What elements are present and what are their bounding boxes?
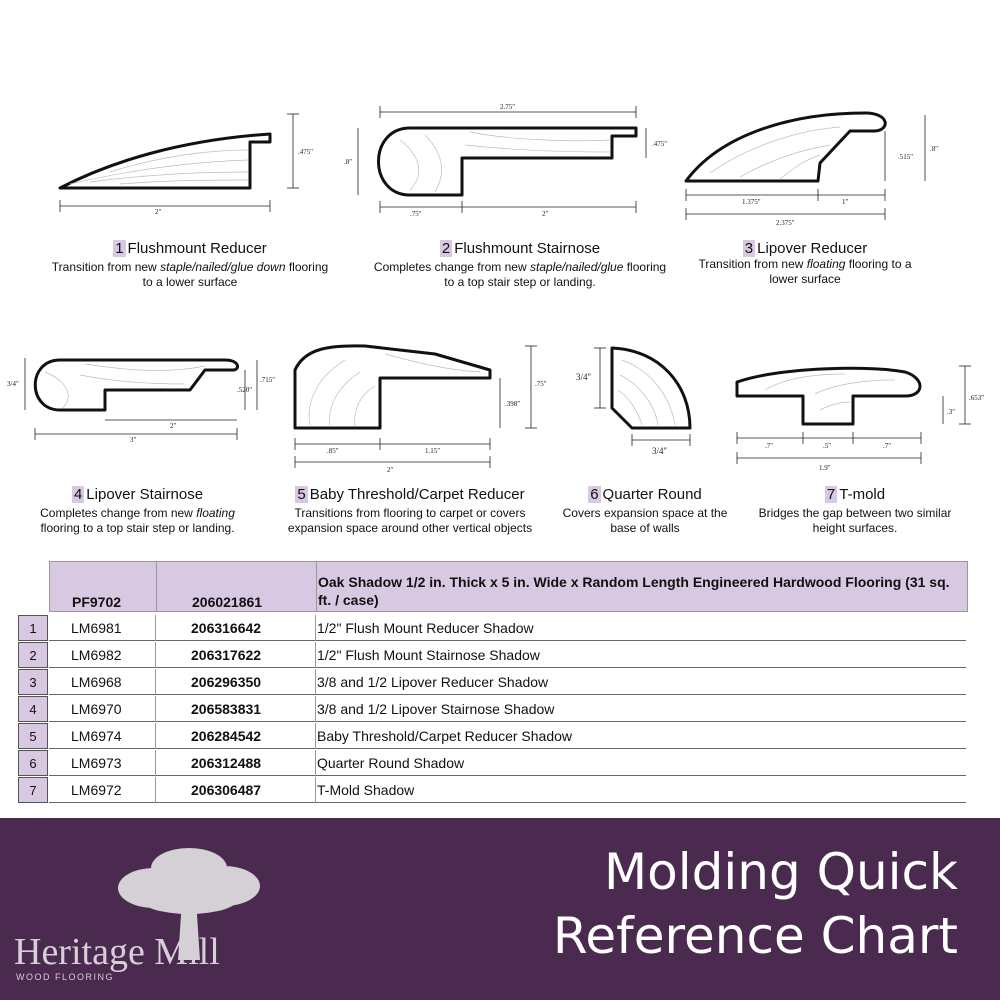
caption-2 bbox=[370, 240, 670, 290]
title-line-2: Reference Chart bbox=[552, 907, 958, 965]
header-description: Oak Shadow 1/2 in. Thick x 5 in. Wide x Random Length Engineered Hardwood Flooring (31 sq. ft. / case) bbox=[318, 574, 950, 608]
chart-title bbox=[553, 840, 958, 968]
footer-banner bbox=[0, 818, 1000, 1000]
row-sku: LM6973 bbox=[71, 755, 122, 771]
column-divider bbox=[315, 723, 316, 749]
row-number: 5 bbox=[18, 723, 48, 749]
row-description: 3/8 and 1/2 Lipover Reducer Shadow bbox=[317, 674, 549, 690]
row-body bbox=[49, 696, 966, 722]
desc-text: Bridges the gap between two similar height surfaces. bbox=[758, 506, 952, 535]
row-description: Quarter Round Shadow bbox=[317, 755, 465, 771]
caption-7 bbox=[755, 486, 955, 536]
row-body bbox=[49, 777, 966, 803]
row-sku: LM6981 bbox=[71, 620, 122, 636]
desc-text-end: flooring to a top stair step or landing. bbox=[40, 521, 235, 535]
row-description: T-Mold Shadow bbox=[317, 782, 415, 798]
table-row bbox=[18, 777, 968, 803]
column-divider bbox=[315, 696, 316, 722]
column-divider bbox=[315, 777, 316, 803]
desc-italic: floating bbox=[806, 257, 846, 271]
row-number: 2 bbox=[18, 642, 48, 668]
row-description: 1/2" Flush Mount Reducer Shadow bbox=[317, 620, 534, 636]
dim-w: 3/4″ bbox=[652, 446, 668, 456]
row-number: 4 bbox=[18, 696, 48, 722]
brand-name: Heritage Mill bbox=[14, 931, 220, 973]
desc-text-end: flooring to a lower surface bbox=[142, 260, 329, 289]
desc-italic: staple/nailed/glue down bbox=[160, 260, 286, 274]
row-description: 1/2" Flush Mount Stairnose Shadow bbox=[317, 647, 540, 663]
quarter-round-drawing bbox=[570, 340, 710, 465]
dim-height: .8″ bbox=[344, 158, 353, 166]
row-internet-number: 206583831 bbox=[191, 701, 262, 717]
dim-b: .5″ bbox=[823, 442, 832, 450]
profile-number: 6 bbox=[590, 486, 599, 503]
table-row bbox=[18, 696, 968, 722]
desc-text: Transition from new bbox=[51, 260, 161, 274]
dim-inner: 2″ bbox=[170, 422, 177, 430]
dim-width: 2″ bbox=[155, 208, 162, 216]
dim-h: .653″ bbox=[969, 394, 985, 402]
profile-name: Flushmount Stairnose bbox=[454, 240, 601, 257]
column-divider bbox=[316, 562, 317, 611]
row-sku: LM6982 bbox=[71, 647, 122, 663]
desc-italic: floating bbox=[196, 506, 235, 520]
row-number: 3 bbox=[18, 669, 48, 695]
dim-height: .475″ bbox=[298, 148, 314, 156]
row-body bbox=[49, 723, 966, 749]
dim-b: 1″ bbox=[842, 198, 849, 206]
profile-name: Baby Threshold/Carpet Reducer bbox=[309, 486, 525, 503]
profile-lipover-reducer bbox=[680, 105, 980, 230]
profile-name: Lipover Reducer bbox=[757, 240, 868, 257]
column-divider bbox=[315, 615, 316, 641]
row-internet-number: 206312488 bbox=[191, 755, 262, 771]
column-divider bbox=[155, 750, 156, 776]
dim-nose: .75″ bbox=[410, 210, 422, 218]
flushmount-stairnose-drawing bbox=[340, 100, 670, 220]
dim-a: .7″ bbox=[765, 442, 774, 450]
row-sku: LM6972 bbox=[71, 782, 122, 798]
dim-h2: .8″ bbox=[930, 145, 939, 153]
column-divider bbox=[315, 750, 316, 776]
profile-name: Flushmount Reducer bbox=[127, 240, 267, 257]
desc-text: Transition from new bbox=[698, 257, 807, 271]
desc-italic: staple/nailed/glue bbox=[529, 260, 624, 274]
profile-baby-threshold bbox=[285, 340, 560, 475]
profile-lipover-stairnose bbox=[5, 350, 280, 445]
table-row bbox=[18, 615, 968, 641]
row-body bbox=[49, 750, 966, 776]
table-row bbox=[18, 723, 968, 749]
row-internet-number: 206317622 bbox=[191, 647, 262, 663]
caption-1 bbox=[50, 240, 330, 290]
header-sku: PF9702 bbox=[72, 594, 122, 610]
dim-h: 3/4″ bbox=[7, 380, 19, 388]
dim-a: 1.375″ bbox=[742, 198, 761, 206]
row-body bbox=[49, 669, 966, 695]
dim-total: 3″ bbox=[130, 436, 137, 444]
column-divider bbox=[156, 562, 157, 611]
row-internet-number: 206316642 bbox=[191, 620, 262, 636]
desc-text: Covers expansion space at the base of walls bbox=[562, 506, 728, 535]
dim-step: .398″ bbox=[505, 400, 521, 408]
dim-c: .7″ bbox=[883, 442, 892, 450]
t-mold-drawing bbox=[725, 360, 995, 475]
profile-number: 3 bbox=[744, 240, 754, 257]
row-number: 6 bbox=[18, 750, 48, 776]
row-sku: LM6974 bbox=[71, 728, 122, 744]
desc-text: Completes change from new bbox=[373, 260, 530, 274]
profile-name: T-mold bbox=[839, 486, 886, 503]
column-divider bbox=[315, 669, 316, 695]
dim-h: 3/4″ bbox=[576, 372, 592, 382]
row-number: 1 bbox=[18, 615, 48, 641]
dim-h1: .515″ bbox=[898, 153, 914, 161]
column-divider bbox=[155, 615, 156, 641]
caption-4 bbox=[25, 486, 250, 536]
caption-3 bbox=[690, 240, 920, 287]
dim-total: 1.9″ bbox=[819, 464, 831, 472]
column-divider bbox=[155, 777, 156, 803]
desc-text: Completes change from new bbox=[40, 506, 197, 520]
dim-h: .75″ bbox=[535, 380, 547, 388]
title-line-1: Molding Quick bbox=[604, 843, 958, 901]
profile-t-mold bbox=[725, 360, 995, 475]
profile-number: 1 bbox=[115, 240, 124, 257]
profile-name: Quarter Round bbox=[602, 486, 702, 503]
profile-quarter-round bbox=[570, 340, 710, 465]
dim-total: 2.375″ bbox=[776, 219, 795, 227]
caption-6 bbox=[555, 486, 735, 536]
row-body bbox=[49, 615, 966, 641]
column-divider bbox=[155, 723, 156, 749]
row-number: 7 bbox=[18, 777, 48, 803]
desc-text-end: flooring to a top stair step or landing. bbox=[444, 260, 667, 289]
dim-stem: .3″ bbox=[947, 408, 956, 416]
lipover-stairnose-drawing bbox=[5, 350, 280, 445]
profile-name: Lipover Stairnose bbox=[86, 486, 204, 503]
row-internet-number: 206296350 bbox=[191, 674, 262, 690]
lipover-reducer-drawing bbox=[680, 105, 980, 230]
dim-b: 1.15″ bbox=[425, 447, 441, 455]
dim-h2: .715″ bbox=[260, 376, 276, 384]
row-description: Baby Threshold/Carpet Reducer Shadow bbox=[317, 728, 573, 744]
column-divider bbox=[155, 642, 156, 668]
dim-body: 2″ bbox=[542, 210, 549, 218]
dim-total: 2″ bbox=[387, 466, 394, 474]
column-divider bbox=[155, 696, 156, 722]
table-row bbox=[18, 642, 968, 668]
desc-text-end: flooring to a lower surface bbox=[769, 257, 912, 286]
profile-flushmount-reducer bbox=[50, 110, 330, 220]
brand-subtitle: WOOD FLOORING bbox=[16, 972, 114, 982]
flushmount-reducer-drawing bbox=[50, 110, 330, 220]
profile-flushmount-stairnose bbox=[340, 100, 670, 220]
profile-number: 2 bbox=[441, 240, 451, 257]
heritage-mill-logo bbox=[14, 840, 289, 990]
row-sku: LM6970 bbox=[71, 701, 122, 717]
column-divider bbox=[315, 642, 316, 668]
table-row bbox=[18, 669, 968, 695]
profile-number: 4 bbox=[73, 486, 83, 503]
dim-lip: .520″ bbox=[237, 386, 253, 394]
row-sku: LM6968 bbox=[71, 674, 122, 690]
profile-number: 7 bbox=[826, 486, 836, 503]
row-description: 3/8 and 1/2 Lipover Stairnose Shadow bbox=[317, 701, 555, 717]
caption-5 bbox=[270, 486, 550, 536]
dim-lip: .475″ bbox=[652, 140, 668, 148]
table-header bbox=[49, 561, 968, 612]
header-internet-number: 206021861 bbox=[192, 594, 263, 610]
baby-threshold-drawing bbox=[285, 340, 560, 475]
table-row bbox=[18, 750, 968, 776]
dim-a: .85″ bbox=[327, 447, 339, 455]
row-internet-number: 206306487 bbox=[191, 782, 262, 798]
column-divider bbox=[155, 669, 156, 695]
dim-total: 2.75″ bbox=[500, 103, 516, 111]
profile-number: 5 bbox=[297, 486, 306, 503]
row-internet-number: 206284542 bbox=[191, 728, 262, 744]
row-body bbox=[49, 642, 966, 668]
desc-text: Transitions from flooring to carpet or covers expansion space around other vertical objects bbox=[287, 506, 533, 535]
